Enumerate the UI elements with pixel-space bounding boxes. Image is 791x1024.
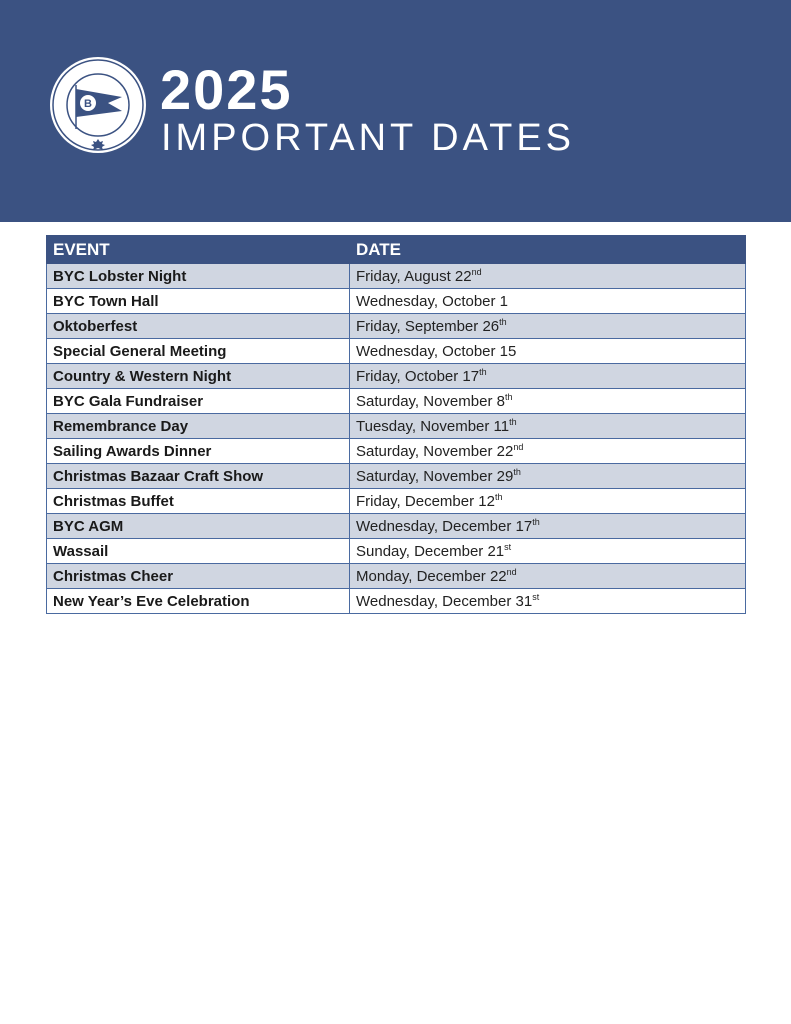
header-banner — [0, 0, 791, 222]
table-row — [47, 264, 746, 289]
date-text: Sunday, December 21 — [356, 542, 505, 560]
ordinal-suffix: st — [504, 541, 512, 552]
event-cell: New Year’s Eve Celebration — [47, 589, 350, 614]
club-burgee-logo — [48, 55, 148, 155]
page-subtitle: IMPORTANT DATES — [161, 117, 576, 159]
ordinal-suffix: th — [509, 416, 517, 427]
date-cell — [350, 564, 746, 589]
date-cell — [350, 514, 746, 539]
event-cell: BYC Town Hall — [47, 289, 350, 314]
ordinal-suffix: th — [513, 466, 521, 477]
event-cell: BYC Gala Fundraiser — [47, 389, 350, 414]
table-header-row — [47, 236, 746, 264]
date-text: Saturday, November 8 — [356, 392, 505, 410]
date-text: Saturday, November 29 — [356, 467, 514, 485]
event-cell: Oktoberfest — [47, 314, 350, 339]
date-text: Saturday, November 22 — [356, 442, 514, 460]
ordinal-suffix: th — [479, 366, 487, 377]
table-row — [47, 414, 746, 439]
event-cell: Christmas Buffet — [47, 489, 350, 514]
table-row — [47, 514, 746, 539]
event-cell: BYC Lobster Night — [47, 264, 350, 289]
date-cell — [350, 489, 746, 514]
table-row — [47, 389, 746, 414]
event-cell: BYC AGM — [47, 514, 350, 539]
date-text: Tuesday, November 11 — [356, 417, 510, 435]
event-cell: Christmas Bazaar Craft Show — [47, 464, 350, 489]
date-cell — [350, 439, 746, 464]
date-text: Friday, December 12 — [356, 492, 495, 510]
event-cell: Christmas Cheer — [47, 564, 350, 589]
event-cell: Sailing Awards Dinner — [47, 439, 350, 464]
table-row — [47, 339, 746, 364]
date-cell — [350, 464, 746, 489]
date-text: Monday, December 22 — [356, 567, 507, 585]
table-row — [47, 464, 746, 489]
event-cell: Remembrance Day — [47, 414, 350, 439]
date-text: Wednesday, October 1 — [356, 292, 509, 310]
date-cell — [350, 589, 746, 614]
table-row — [47, 489, 746, 514]
ordinal-suffix: nd — [513, 441, 524, 452]
date-cell — [350, 389, 746, 414]
date-text: Friday, October 17 — [356, 367, 480, 385]
date-cell — [350, 539, 746, 564]
ordinal-suffix: th — [499, 316, 507, 327]
column-header-date: DATE — [350, 236, 746, 264]
date-text: Wednesday, October 15 — [356, 342, 517, 360]
event-cell: Special General Meeting — [47, 339, 350, 364]
ordinal-suffix: nd — [506, 566, 517, 577]
date-cell — [350, 289, 746, 314]
ordinal-suffix: st — [532, 591, 540, 602]
event-cell: Country & Western Night — [47, 364, 350, 389]
date-cell — [350, 264, 746, 289]
column-header-event: EVENT — [47, 236, 350, 264]
table-row — [47, 589, 746, 614]
ordinal-suffix: nd — [471, 266, 482, 277]
ordinal-suffix: th — [494, 491, 503, 502]
svg-text:B: B — [84, 98, 92, 110]
ordinal-suffix: th — [532, 516, 540, 527]
important-dates-table — [46, 235, 746, 614]
table-row — [47, 539, 746, 564]
date-cell — [350, 339, 746, 364]
date-cell — [350, 364, 746, 389]
ordinal-suffix: th — [504, 391, 513, 402]
table-row — [47, 314, 746, 339]
date-cell — [350, 414, 746, 439]
table-row — [47, 289, 746, 314]
year-title: 2025 — [160, 58, 293, 121]
date-text: Friday, September 26 — [356, 317, 500, 335]
table-row — [47, 564, 746, 589]
date-text: Friday, August 22 — [356, 267, 472, 285]
table-row — [47, 364, 746, 389]
table-row — [47, 439, 746, 464]
date-cell — [350, 314, 746, 339]
date-text: Wednesday, December 31 — [356, 592, 533, 610]
event-cell: Wassail — [47, 539, 350, 564]
date-text: Wednesday, December 17 — [356, 517, 533, 535]
